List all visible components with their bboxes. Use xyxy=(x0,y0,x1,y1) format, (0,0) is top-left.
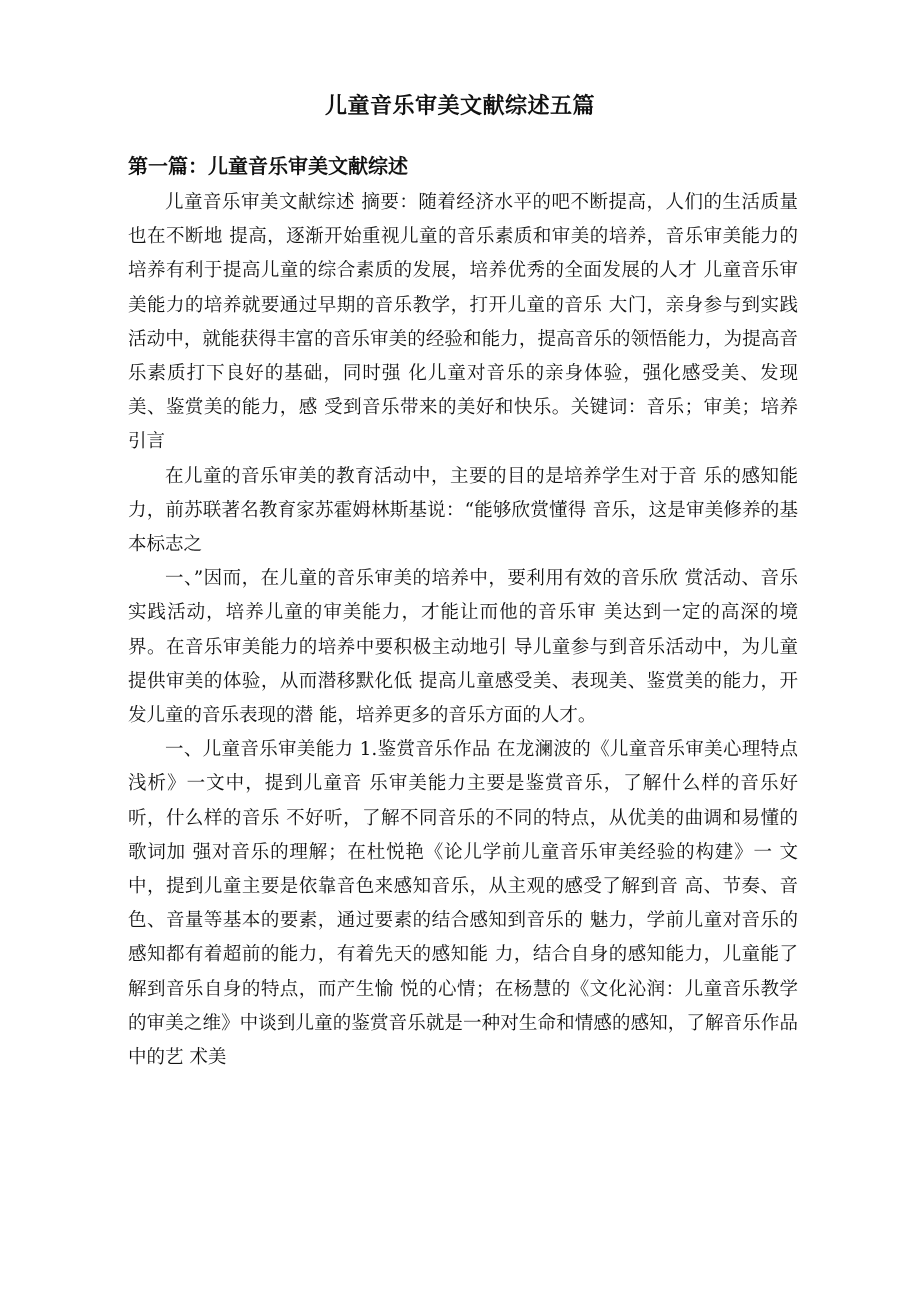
paragraph-section-one: 一、儿童音乐审美能力 1.鉴赏音乐作品 在龙澜波的《儿童音乐审美心理特点浅析》一文中，提到儿童音 乐审美能力主要是鉴赏音乐，了解什么样的音乐好听，什么样的音乐 不好听，了解不同音乐的不同的特点，从优美的曲调和易懂的歌词加 强对音乐的理解；在杜悦艳《论儿学前儿童音乐审美经验的构建》一 文中，提到儿童主要是依靠音色来感知音乐，从主观的感受了解到音 高、节奏、音色、音量等基本的要素，通过要素的结合感知到音乐的 魅力，学前儿童对音乐的感知都有着超前的能力，有着先天的感知能 力，结合自身的感知能力，儿童能了解到音乐自身的特点，而产生愉 悦的心情；在杨慧的《文化沁润：儿童音乐教学的审美之维》中谈到儿童的鉴赏音乐就是一种对生命和情感的感知，了解音乐作品中的艺 术美 xyxy=(128,739,798,1069)
document-title: 儿童音乐审美文献综述五篇 xyxy=(324,94,595,119)
paragraph-introduction: 在儿童的音乐审美的教育活动中，主要的目的是培养学生对于音 乐的感知能力，前苏联著名教育家苏霍姆林斯基说：“能够欣赏懂得 音乐，这是审美修养的基本标志之 xyxy=(128,465,798,556)
section-heading: 第一篇：儿童音乐审美文献综述 xyxy=(128,154,408,178)
paragraph-abstract: 儿童音乐审美文献综述 摘要：随着经济水平的吧不断提高，人们的生活质量也在不断地 提高，逐渐开始重视儿童的音乐素质和审美的培养，音乐审美能力的 培养有利于提高儿童的综合素质的发展，培养优秀的全面发展的人才 儿童音乐审美能力的培养就要通过早期的音乐教学，打开儿童的音乐 大门，亲身参与到实践活动中，就能获得丰富的音乐审美的经验和能力，提高音乐的领悟能力，为提高音乐素质打下良好的基础，同时强 化儿童对音乐的亲身体验，强化感受美、发现美、鉴赏美的能力，感 受到音乐带来的美好和快乐。关键词：音乐；审美；培养引言 xyxy=(128,192,798,453)
body-text xyxy=(128,186,798,1075)
paragraph-continuation: 一、”因而，在儿童的音乐审美的培养中，要利用有效的音乐欣 赏活动、音乐实践活动，培养儿童的审美能力，才能让而他的音乐审 美达到一定的高深的境界。在音乐审美能力的培养中要积极主动地引 导儿童参与到音乐活动中，为儿童提供审美的体验，从而潜移默化低 提高儿童感受美、表现美、鉴赏美的能力，开发儿童的音乐表现的潜 能，培养更多的音乐方面的人才。 xyxy=(128,568,798,727)
